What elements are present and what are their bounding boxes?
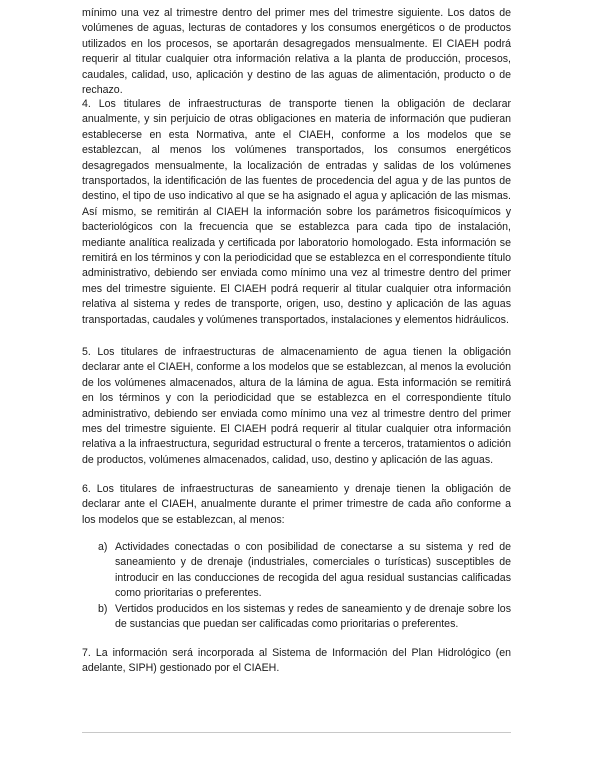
paragraph-continuation: mínimo una vez al trimestre dentro del primer mes del trimestre siguiente. Los datos de volúmenes de aguas, lecturas de contadores y los consumos energéticos o de productos utilizados en los procesos, se aportarán desagregados mensualmente. El CIAEH podrá requerir al titular cualquier otra información relativa a la planta de producción, procesos, caudales, calidad, uso, aplicación y destino de las aguas de alimentación, producto o de rechazo. (82, 7, 511, 97)
list-item-text: Actividades conectadas o con posibilidad de conectarse a su sistema y red de saneamiento y de drenaje (industriales, comerciales o turísticas) susceptibles de introducir en las conducciones de recogida del agua residual sustancias calificadas como prioritarias o preferentes. (115, 541, 511, 600)
list-marker: a) (98, 541, 108, 553)
list-marker: b) (98, 603, 108, 615)
paragraph-7: 7. La información será incorporada al Sistema de Información del Plan Hidrológico (en adelante, SIPH) gestionado por el CIAEH. (82, 647, 511, 675)
paragraph-6: 6. Los titulares de infraestructuras de saneamiento y drenaje tienen la obligación de declarar ante el CIAEH, anualmente durante el primer trimestre de cada año conforme a los modelos que se establezcan, al menos: (82, 483, 511, 526)
list-item-a (98, 540, 511, 602)
paragraph-4: 4. Los titulares de infraestructuras de transporte tienen la obligación de declarar anualmente, y sin perjuicio de otras obligaciones en materia de información que pudieran establecerse en esta Normativa, ante el CIAEH, conforme a los modelos que se establezcan, al menos los volúmenes transportados, los consumos energéticos desagregados mensualmente, la localización de entradas y salidas de los volúmenes transportados, la identificación de las fuentes de procedencia del agua y de las puntos de destino, el tipo de uso indicativo al que se ha asignado el agua y aplicación de las mismas. Así mismo, se remitirán al CIAEH la información sobre los parámetros fisicoquímicos y bacteriológicos con la frecuencia que se establezca para cada tipo de instalación, mediante analítica realizada y certificada por laboratorio homologado. Esta información se remitirá en los términos y con la periodicidad que se establezca en el correspondiente título administrativo, debiendo ser enviada como mínimo una vez al trimestre dentro del primer mes del trimestre siguiente. El CIAEH podrá requerir al titular cualquier otra información relativa al sistema y redes de transporte, origen, uso, destino y aplicación de las aguas transportadas, caudales y volúmenes transportados, instalaciones y elementos hidráulicos. (82, 98, 511, 326)
footer-divider (82, 732, 511, 733)
list-item-text: Vertidos producidos en los sistemas y redes de saneamiento y de drenaje sobre los de sustancias que puedan ser calificadas como prioritarias o preferentes. (115, 603, 511, 631)
list-item-b (98, 602, 511, 633)
paragraph-5: 5. Los titulares de infraestructuras de almacenamiento de agua tienen la obligación declarar ante el CIAEH, conforme a los modelos que se establezcan, al menos la evolución de los volúmenes almacenados, altura de la lámina de agua. Esta información se remitirá en los términos y con la periodicidad que se establezca en el correspondiente título administrativo, debiendo ser enviada como mínimo una vez al trimestre dentro del primer mes del trimestre siguiente. El CIAEH podrá requerir al titular cualquier otra información relativa a la infraestructura, seguridad estructural o frente a terceros, tratamientos o adición de productos, volúmenes almacenados, calidad, uso, destino y aplicación de las aguas. (82, 346, 511, 466)
